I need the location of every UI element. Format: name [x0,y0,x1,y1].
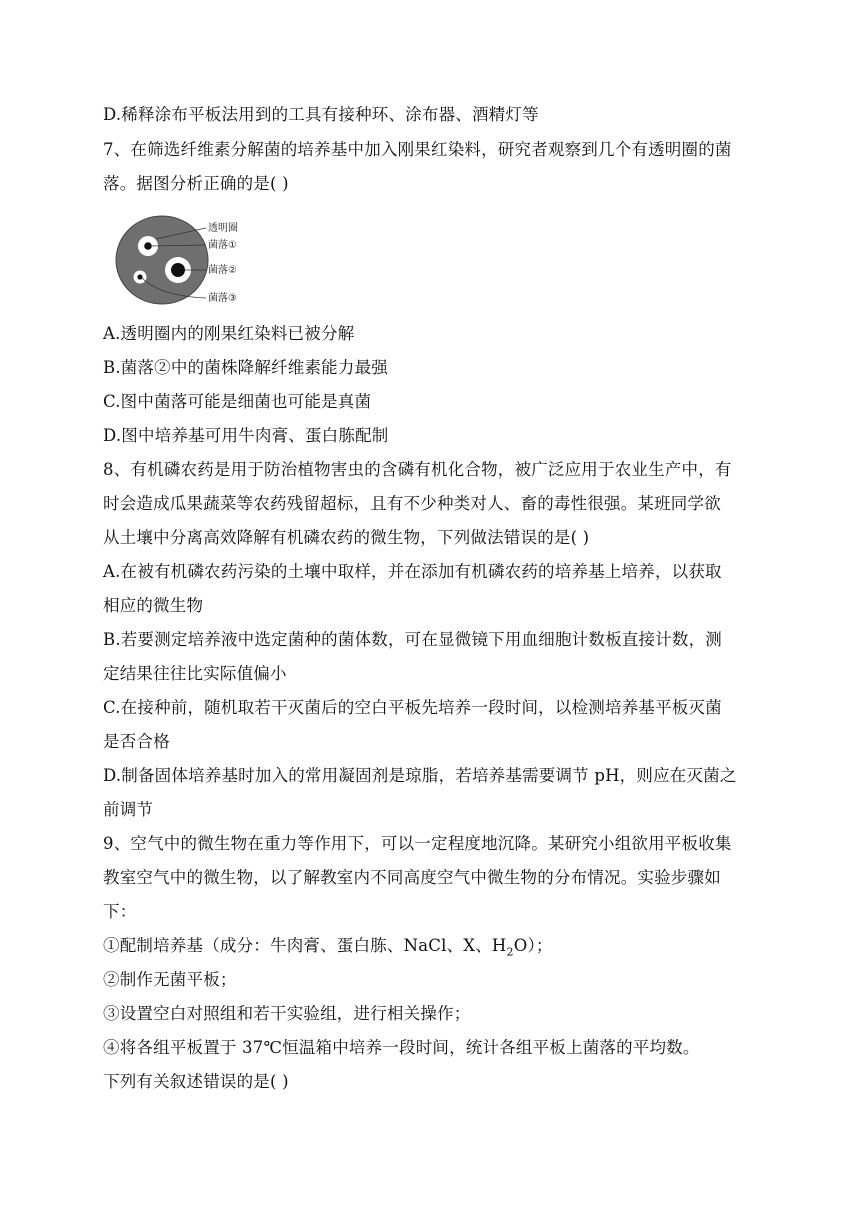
label-colony-3: 菌落③ [208,293,237,304]
option-a-q7: A.透明圈内的刚果红染料已被分解 [103,324,355,343]
question-7-stem-line1: 7、在筛选纤维素分解菌的培养基中加入刚果红染料，研究者观察到几个有透明圈的菌 [103,140,732,159]
step-3: ③设置空白对照组和若干实验组，进行相关操作； [103,1004,471,1023]
culture-plate [116,216,208,304]
question-9-prompt: 下列有关叙述错误的是( ) [103,1072,289,1091]
option-d-q8-line2: 前调节 [103,800,154,819]
option-a-q8-line2: 相应的微生物 [103,596,204,615]
question-9-stem-line1: 9、空气中的微生物在重力等作用下，可以一定程度地沉降。某研究小组欲用平板收集 [103,834,732,853]
step-4: ④将各组平板置于 37℃恒温箱中培养一段时间，统计各组平板上菌落的平均数。 [103,1038,700,1057]
option-d-q7: D.图中培养基可用牛肉膏、蛋白胨配制 [103,426,389,445]
option-d-q6: D.稀释涂布平板法用到的工具有接种环、涂布器、酒精灯等 [103,105,539,124]
step-1-text-end: O）； [513,936,553,955]
option-d-q8-line1: D.制备固体培养基时加入的常用凝固剂是琼脂，若培养基需要调节 pH，则应在灭菌之 [103,766,737,785]
question-7-stem-line2: 落。据图分析正确的是( ) [103,174,289,193]
option-c-q7: C.图中菌落可能是细菌也可能是真菌 [103,392,372,411]
step-1 [103,935,763,963]
step-1-subscript: 2 [506,945,514,959]
option-b-q7: B.菌落②中的菌株降解纤维素能力最强 [103,358,388,377]
option-c-q8-line1: C.在接种前，随机取若干灭菌后的空白平板先培养一段时间，以检测培养基平板灭菌 [103,698,722,717]
petri-dish-diagram [110,212,260,312]
step-2: ②制作无菌平板； [103,970,237,989]
option-b-q8-line1: B.若要测定培养液中选定菌种的菌体数，可在显微镜下用血细胞计数板直接计数，测 [103,630,722,649]
step-1-text: ①配制培养基（成分：牛肉膏、蛋白胨、NaCl、X、H [103,936,507,955]
question-8-stem-line1: 8、有机磷农药是用于防治植物害虫的含磷有机化合物，被广泛应用于农业生产中，有 [103,460,732,479]
option-b-q8-line2: 定结果往往比实际值偏小 [103,664,287,683]
label-clear-zone: 透明圈 [208,223,238,234]
question-9-stem-line3: 下： [103,902,137,921]
question-9-stem-line2: 教室空气中的微生物，以了解教室内不同高度空气中微生物的分布情况。实验步骤如 [103,868,721,887]
colony-3 [137,274,142,279]
label-colony-2: 菌落② [208,265,237,276]
question-8-stem-line3: 从土壤中分离高效降解有机磷农药的微生物，下列做法错误的是( ) [103,528,590,547]
question-8-stem-line2: 时会造成瓜果蔬菜等农药残留超标，且有不少种类对人、畜的毒性很强。某班同学欲 [103,494,721,513]
colony-plate-figure [110,212,260,312]
label-colony-1: 菌落① [208,240,237,251]
colony-2 [171,263,185,277]
option-c-q8-line2: 是否合格 [103,732,170,751]
option-a-q8-line1: A.在被有机磷农药污染的土壤中取样，并在添加有机磷农药的培养基上培养，以获取 [103,562,722,581]
